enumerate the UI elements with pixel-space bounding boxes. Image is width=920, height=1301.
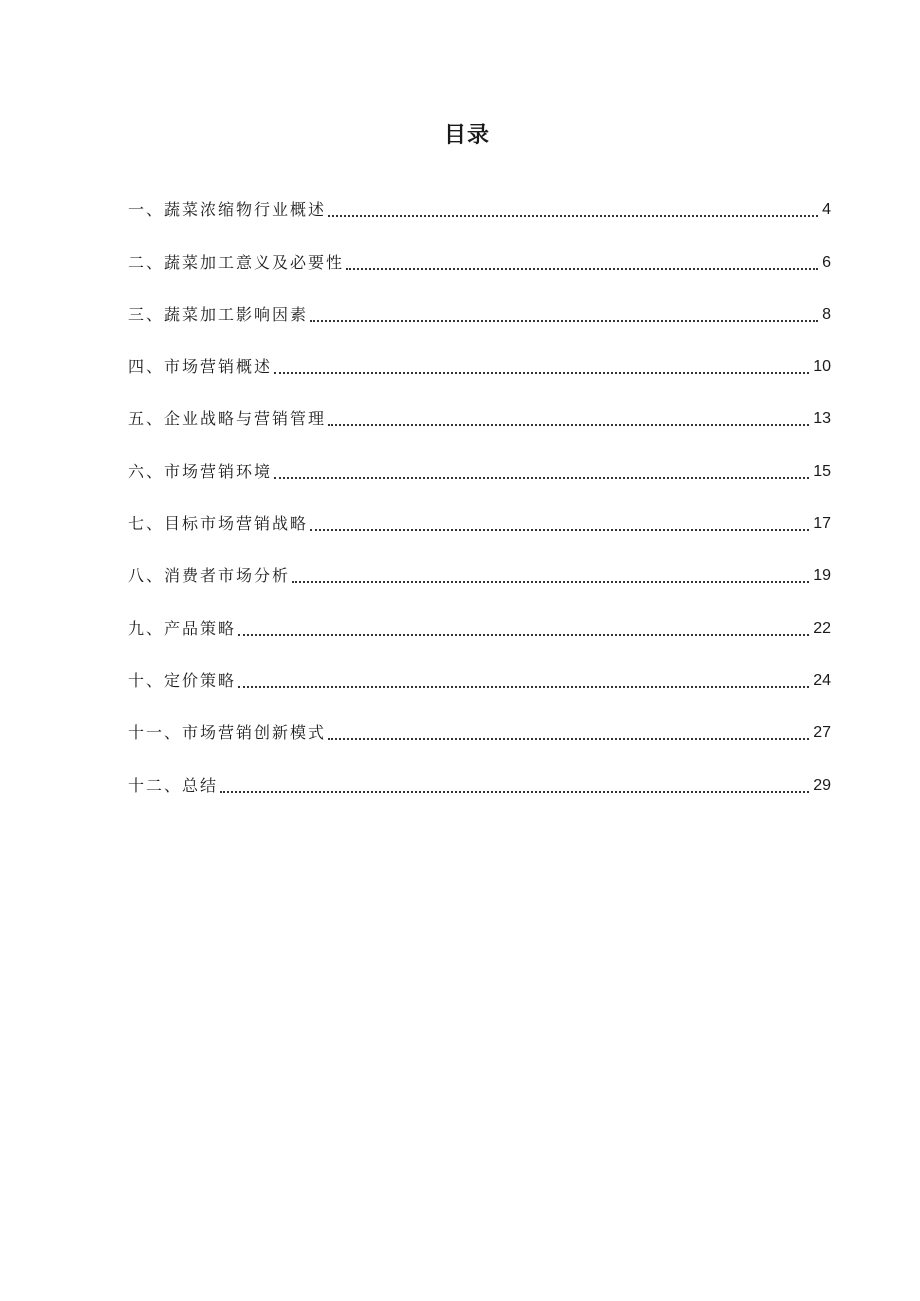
toc-entry-page: 27 <box>813 724 831 742</box>
toc-entry-page: 8 <box>822 305 831 323</box>
toc-entry[interactable] <box>128 550 831 602</box>
toc-title: 目录 <box>443 123 490 148</box>
toc-dot-leader <box>238 686 809 688</box>
toc-entry-page: 19 <box>813 567 831 585</box>
toc-entry[interactable] <box>128 707 831 759</box>
toc-entry-label: 十一、市场营销创新模式 <box>128 723 327 743</box>
toc-entry-label: 五、企业战略与营销管理 <box>128 409 327 429</box>
toc-entry[interactable] <box>128 393 831 445</box>
toc-entry[interactable] <box>128 341 831 393</box>
toc-entry[interactable] <box>128 236 831 288</box>
toc-dot-leader <box>346 268 818 270</box>
toc-entry[interactable] <box>128 655 831 707</box>
toc-entry-label: 七、目标市场营销战略 <box>128 514 309 534</box>
toc-dot-leader <box>328 738 809 740</box>
toc-entry-page: 24 <box>813 671 831 689</box>
toc-entry-page: 10 <box>813 358 831 376</box>
toc-dot-leader <box>328 215 818 217</box>
toc-dot-leader <box>238 634 809 636</box>
toc-dot-leader <box>220 791 809 793</box>
toc-dot-leader <box>310 529 809 531</box>
toc-entry-page: 4 <box>822 201 831 219</box>
toc-entry[interactable] <box>128 184 831 236</box>
toc-entry-label: 六、市场营销环境 <box>128 461 273 481</box>
toc-entry-label: 三、蔬菜加工影响因素 <box>128 304 309 324</box>
toc-entry[interactable] <box>128 759 831 811</box>
toc-entry-page: 17 <box>813 515 831 533</box>
toc-entry-label: 八、消费者市场分析 <box>128 566 291 586</box>
toc-entry-label: 二、蔬菜加工意义及必要性 <box>128 252 345 272</box>
toc-entry-page: 6 <box>822 253 831 271</box>
toc-entry-label: 九、产品策略 <box>128 618 237 638</box>
toc-entry-label: 十、定价策略 <box>128 670 237 690</box>
toc-dot-leader <box>274 477 809 479</box>
toc-list <box>128 184 831 812</box>
toc-entry[interactable] <box>128 498 831 550</box>
toc-entry-label: 一、蔬菜浓缩物行业概述 <box>128 200 327 220</box>
toc-entry[interactable] <box>128 602 831 654</box>
toc-entry-page: 29 <box>813 776 831 794</box>
toc-dot-leader <box>274 372 809 374</box>
toc-entry[interactable] <box>128 289 831 341</box>
toc-entry-page: 15 <box>813 462 831 480</box>
toc-entry-label: 十二、总结 <box>128 775 219 795</box>
toc-entry-page: 22 <box>813 619 831 637</box>
toc-dot-leader <box>328 424 809 426</box>
toc-entry[interactable] <box>128 445 831 497</box>
toc-entry-page: 13 <box>813 410 831 428</box>
toc-dot-leader <box>292 581 809 583</box>
toc-dot-leader <box>310 320 818 322</box>
toc-entry-label: 四、市场营销概述 <box>128 357 273 377</box>
